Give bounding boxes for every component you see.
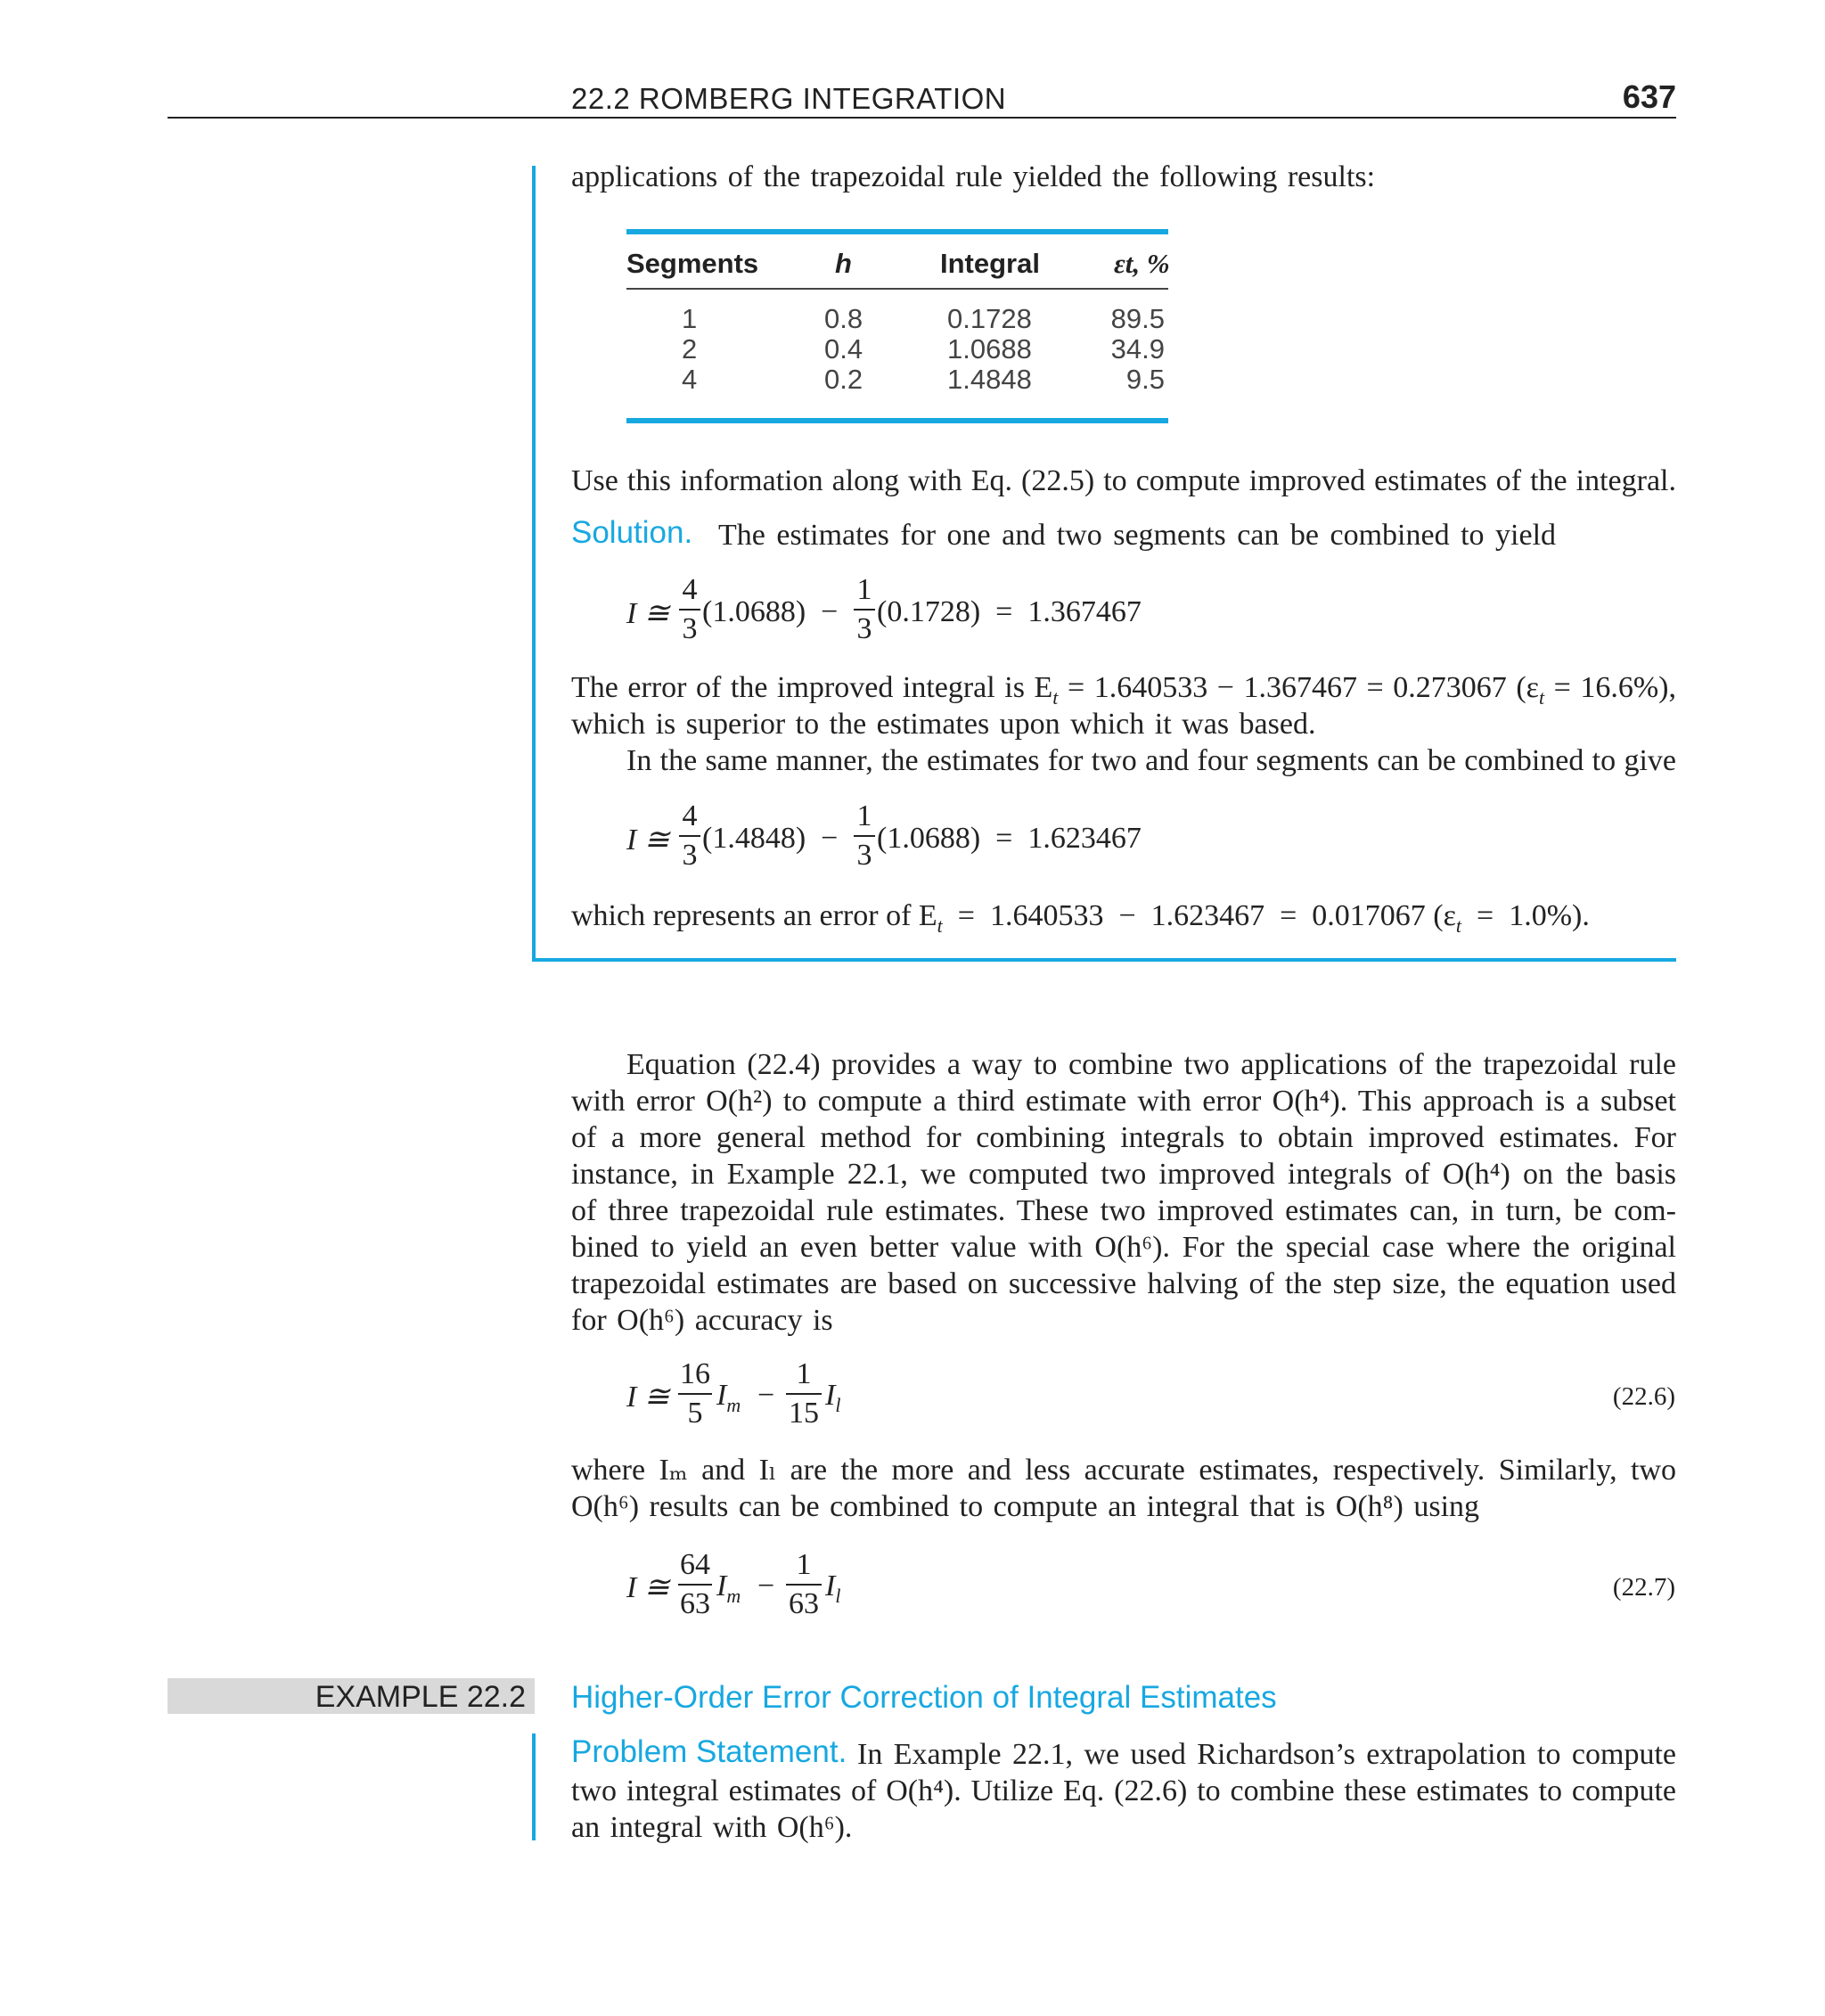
eq1-term-a: (1.0688) − (702, 595, 839, 628)
eq226-minus: − (757, 1379, 775, 1412)
table-cell: 34.9 (1110, 333, 1165, 365)
table-cell: 1 (682, 303, 698, 334)
equation-number-22-7: (22.7) (1612, 1573, 1675, 1602)
eq1-fraction-1: 4 3 (679, 573, 700, 646)
example-left-bar (532, 166, 536, 962)
example-title: Higher-Order Error Correction of Integral Estimates (571, 1680, 1277, 1715)
eq2-lhs: I ≅ (626, 824, 670, 856)
body-paragraph: Equation (22.4) provides a way to combine two applications of the trapezoidal rule with error O(h²) to compute a third estimate with error O(h⁴). This approach is a subset of a more general method for combining integrals to obtain improved estimates. For instance, in Example 22.1, we computed two improved integrals of O(h⁴) on the basis of three trapezoidal rule estimates. These two improved estimates can, in turn, be com- bined to yield an even better value with O(h⁶). For the special case where the original trapezoidal estimates are based on successive halving of the step size, the equation used for O(h⁶) accuracy is (571, 1048, 1676, 1337)
running-head: 22.2 ROMBERG INTEGRATION (571, 82, 1007, 115)
eq226-im: $I_m$ (716, 1379, 741, 1416)
table-cell: 1.4848 (947, 364, 1032, 395)
table-cell: 1.0688 (947, 333, 1032, 365)
table-bottom-rule (626, 418, 1168, 423)
table-cell: 4 (682, 364, 698, 395)
where-paragraph: where Iₘ and Iₗ are the more and less accurate estimates, respectively. Similarly, two O(h⁶) results can be combined to compute an integral that is O(h⁸) using (571, 1454, 1676, 1523)
eq227-fraction-1: 64 63 (680, 1548, 710, 1620)
table-top-rule (626, 229, 1168, 234)
table-cell: 0.2 (824, 364, 863, 395)
eq1-term-b: (0.1728) = 1.367467 (877, 595, 1142, 628)
eq2-fraction-1: 4 3 (679, 799, 700, 873)
table-cell: 9.5 (1125, 364, 1165, 395)
error-line-2: which is superior to the estimates upon which it was based. (571, 708, 1316, 741)
table-header-integral: Integral (940, 248, 1040, 279)
table-header-segments: Segments (626, 248, 759, 279)
use-line: Use this information along with Eq. (22.5) to compute improved estimates of the integral. (571, 464, 1676, 497)
eq2-term-a: (1.4848) − (702, 822, 839, 855)
header-rule (168, 117, 1676, 119)
same-manner-line: In the same manner, the estimates for two and four segments can be combined to give (626, 744, 1676, 777)
eq227-il: $I_l$ (825, 1569, 841, 1607)
eq226-fraction-2: 1 15 (786, 1357, 822, 1430)
represents-line: which represents an error of $E_t = 1.640533 - 1.623467 = 0.017067$ $(\varepsilon_t = 1.0\%)$. (571, 899, 1590, 937)
eq227-minus: − (757, 1569, 775, 1602)
intro-line: applications of the trapezoidal rule yielded the following results: (571, 160, 1376, 193)
table-cell: 2 (682, 333, 698, 365)
equation-number-22-6: (22.6) (1612, 1382, 1675, 1411)
page-number: 637 (1622, 78, 1676, 115)
eq226-lhs: I ≅ (626, 1381, 670, 1414)
table-cell: 0.1728 (947, 303, 1032, 334)
eq226-il: $I_l$ (825, 1379, 841, 1416)
table-header-error: εt, % (1114, 248, 1170, 279)
eq2-fraction-2: 1 3 (854, 799, 875, 873)
eq2-term-b: (1.0688) = 1.623467 (877, 822, 1142, 855)
example-label: EXAMPLE 22.2 (315, 1680, 526, 1714)
table-header-rule (626, 288, 1168, 290)
problem-statement-rest: two integral estimates of O(h⁴). Utilize Eq. (22.6) to combine these estimates to compute an integral with O(h⁶). (571, 1774, 1676, 1844)
eq1-fraction-2: 1 3 (854, 573, 875, 646)
solution-text: The estimates for one and two segments can be combined to yield (718, 519, 1557, 552)
problem-statement-line-1: In Example 22.1, we used Richardson’s extrapolation to compute (857, 1738, 1676, 1771)
table-cell: 89.5 (1110, 303, 1165, 334)
table-cell: 0.4 (824, 333, 863, 365)
eq226-fraction-1: 16 5 (680, 1357, 710, 1430)
example-bottom-rule (532, 958, 1676, 962)
example-22-2-left-bar (532, 1733, 536, 1840)
error-line-1: The error of the improved integral is $E_t = 1.640533 - 1.367467 = 0.273067$ $(\varepsilon_t = 16.6\%)$, (571, 671, 1676, 709)
table-header-h: h (835, 248, 852, 279)
problem-statement-label: Problem Statement. (571, 1734, 847, 1769)
solution-label: Solution. (571, 515, 693, 550)
eq227-lhs: I ≅ (626, 1571, 670, 1604)
eq1-lhs: I ≅ (626, 597, 670, 630)
eq227-fraction-2: 1 63 (786, 1548, 822, 1621)
eq227-im: $I_m$ (716, 1569, 741, 1607)
table-cell: 0.8 (824, 303, 863, 334)
